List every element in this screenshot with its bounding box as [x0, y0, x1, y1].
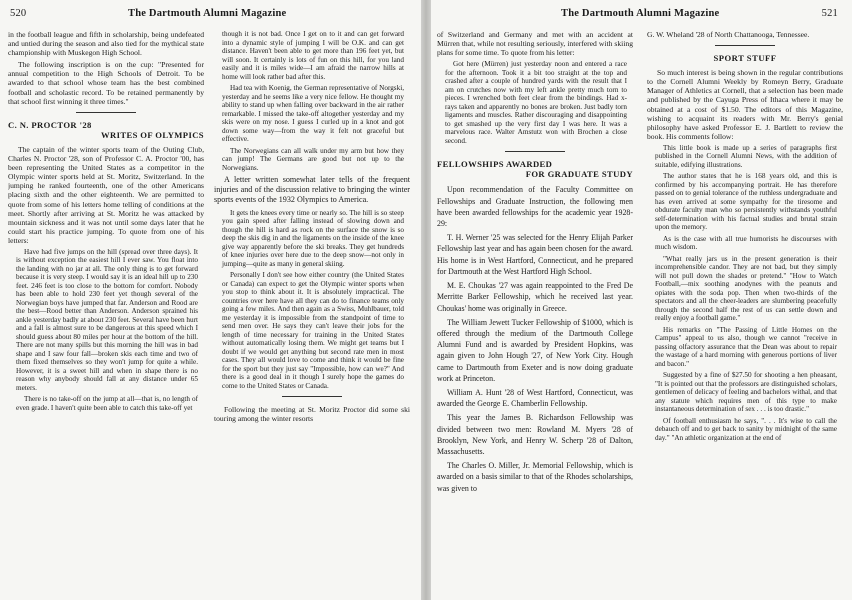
- letter-quote: Got here (Mürren) just yesterday noon and entered a race for the afternoon. Took it a bit too straight at the top and crashed after a couple of hundred yards with the result that I am on crutches now with my left ankle pretty much torn to pieces. I wrenched both feet clear from the bindings. Had x-rays taken and apparently no bones are broken. Just badly torn ligaments and muscles. Rather discouraging and disappointing to get smashed up the very first day I was here. It was a marvelous race. Walter Amstutz won with Brochen a close second.: [445, 60, 627, 145]
- section-divider: [76, 112, 136, 113]
- review-quote: His remarks on "The Passing of Little Homes on the Campus" appeal to us also, though we cannot "receive in passing olfactory assurance that the Dean was about to repair the wastage of a hard morning with generous portions of liver and bacon.": [655, 325, 837, 368]
- paragraph: T. H. Werner '25 was selected for the Henry Elijah Parker Fellowship last year and has again been chosen for the award. His home is in West Hartford, Connecticut, and he prepared for Dartmouth at the West Hartford High School.: [437, 233, 633, 276]
- paragraph: of Switzerland and Germany and met with an accident at Mürren that, while not resulting seriously, interfered with skiing plans for some time. To quote from his letter:: [437, 30, 633, 58]
- right-column-2: [647, 30, 843, 600]
- review-quote: Suggested by a fine of $27.50 for shooting a hen pheasant, "It is pointed out that the professors are distinguished scholars, gentlemen of delicacy of feeling and bachelors withal, and that any statute which requires men of this type to make instantaneous determination of sex . . . is too drastic.": [655, 371, 837, 414]
- letter-quote: Had tea with Koenig, the German representative of Norgski, yesterday and he seems like a very nice fellow. He thought my ability to stand up when falling over backward in the air rather remarkable. I missed the take-off altogether yesterday and my skis were on my nose. I guess I curled up in a knot and got down some way—from the way it felt not graceful but effective.: [222, 84, 404, 143]
- letter-quote: There is no take-off on the jump at all—that is, no length of even grade. I haven't quite been able to catch this take-off yet: [16, 395, 198, 412]
- paragraph: A letter written somewhat later tells of the frequent injuries and of the discussion relative to bringing the winter sports events of the 1932 Olympics to America.: [214, 175, 410, 205]
- section-divider: [282, 396, 342, 397]
- review-quote: As is the case with all true humorists he discourses with much wisdom.: [655, 234, 837, 252]
- paragraph: So much interest is being shown in the regular contributions to the Cornell Alumni Weekly by Romeyn Berry, Graduate Manager of Athletics at Cornell, that a selection has been made and published by the Cayuga Press of Ithaca where it may be obtained at a cost of $1.50. The editors of this Magazine, wishing to acquaint its readers with Mr. Berry's genial philosophy have asked Professor E. J. Bartlett to review the book. His comments follow:: [647, 68, 843, 141]
- review-quote: This little book is made up a series of paragraphs first published in the Cornell Alumni News, with the addition of suitable, edifying illustrations.: [655, 143, 837, 169]
- section-heading: C. N. PROCTOR '28: [8, 119, 92, 130]
- right-page: [431, 0, 852, 600]
- letter-quote: The Norwegians can all walk under my arm but how they can jump! The Germans are good but not up to the Norwegians.: [222, 146, 404, 172]
- letter-quote: though it is not bad. Once I get on to it and can get forward into a dynamic style of jumping I will be O.K. and can get distance. Haven't been able to get more than 196 feet yet, but will soon. It certainly is lots of fun on this hill, for you land easily and it is miles wide—I am afraid the narrow hills at home will look rather bad after this.: [222, 30, 404, 81]
- running-title: The Dartmouth Alumni Magazine: [128, 8, 287, 19]
- paragraph: M. E. Choukas '27 was again reappointed to the Fred De Merritte Barker Fellowship, which he received last year. Choukas' home was originally in Greece.: [437, 281, 633, 313]
- review-quote: Of football enthusiasm he says, ". . . It's wise to call the debauch off and to get back to sanity by midnight of the same day." "An athletic organization at the end of: [655, 416, 837, 442]
- letter-quote: It gets the knees every time or nearly so. The hill is so steep you gain speed after falling instead of slowing down and though the hill is hard as rock on the surface the snow is so deep the skis dig in and the ligaments on the inside of the knee give way apparently before the ski breaks. They get hundreds of knee injuries over here due to the deep snow—not only in jumping—quite as many in general skiing.: [222, 208, 404, 268]
- page-number: 520: [10, 8, 27, 19]
- left-column-1: [8, 30, 204, 600]
- binding-gutter: [421, 0, 431, 600]
- running-head: [0, 8, 421, 24]
- left-page: [0, 0, 421, 600]
- letter-quote: Personally I don't see how either country (the United States or Canada) can expect to get the Olympic winter sports when you stop to think about it. It is absolutely impractical. The countries over here have all they can do to finance teams only going a few miles. And then again as a Swiss, Muhlbauer, told me yesterday it is impossible from the standpoint of time to send men over. He says they can't leave their jobs for the length of time necessary for training in the United States without automatically losing them. We might get teams but I doubt if we would get anything but second rate men in most cases. They all would love to come and think it would be fine for the sport but they just say "Impossible, how can we?" And there is a good deal in it though I surely hope the games do come to the United States or Canada.: [222, 271, 404, 390]
- paragraph: William A. Hunt '28 of West Hartford, Connecticut, was awarded the George E. Chamberlin Fellowship.: [437, 387, 633, 409]
- section-heading: FELLOWSHIPS AWARDED: [437, 159, 553, 170]
- paragraph: Following the meeting at St. Moritz Proctor did some ski touring among the winter resorts: [214, 405, 410, 424]
- section-divider: [505, 151, 565, 152]
- section-subheading: WRITES OF OLYMPICS: [100, 129, 204, 140]
- paragraph: in the football league and fifth in scholarship, being undefeated and untied during the season and also tied for the mythical state championship with Muskegon High School.: [8, 30, 204, 58]
- page-number: 521: [821, 8, 838, 19]
- paragraph: The William Jewett Tucker Fellowship of $1000, which is offered through the medium of the Dartmouth College Alumni Fund and is awarded by President Hopkins, was again given to John Hough '27, of New York City. Hough came to Dartmouth from Exeter and is now doing graduate work at Princeton.: [437, 317, 633, 383]
- left-column-2: [214, 30, 410, 600]
- paragraph: The following inscription is on the cup: "Presented for annual competition to the High Schools of Detroit. To be awarded to that school whose team has the best combined football and scholastic record. To be retained permanently by that school first winning it three times.": [8, 60, 204, 106]
- paragraph: G. W. Wheland '28 of North Chattanooga, Tennessee.: [647, 30, 810, 39]
- review-quote: The author states that he is 168 years old, and this is confirmed by his accompanying portrait. He has therefore passed on to genial tolerance of the ruthless undergraduate and has even arrived at some sympathy for the tiresome and obdurate faculty man who so persistently withstands youthful self-determination with his factual studies and brutal strain upon the memory.: [655, 172, 837, 232]
- paragraph: The captain of the winter sports team of the Outing Club, Charles N. Proctor '28, son of Professor C. A. Proctor '00, has been representing the United States as a competitor in the Olympic winter sports held at St. Moritz, Switzerland. In the jumping he ranked fourteenth, one of the other Americans placing sixth and the other eighteenth. We are permitted to quote from some of his letters home telling of conditions at the meet. Shortly after arriving at St. Moritz he was attacked by mountain sickness and it was not until some days later that he could start his practice jumping. To quote from one of his letters:: [8, 144, 204, 245]
- section-heading: SPORT STUFF: [713, 53, 777, 64]
- paragraph: Upon recommendation of the Faculty Committee on Fellowships and Graduate Instruction, the following men have been awarded fellowships for the academic year 1928-29:: [437, 185, 633, 229]
- review-quote: "What really jars us in the present generation is their incomprehensible candor. They are not bad, but they simply will not pull down the shades or pretend." "How to Watch Football,—mix soothing anodynes with the peanuts and opiates with the soda pop. Then when two-thirds of the spectators and all the cheer-leaders are slumbering peacefully through the second half the rest of us can settle down and really enjoy a football game.": [655, 254, 837, 323]
- running-title: The Dartmouth Alumni Magazine: [561, 8, 720, 19]
- running-head: [431, 8, 852, 24]
- section-subheading: FOR GRADUATE STUDY: [525, 169, 633, 180]
- paragraph: The Charles O. Miller, Jr. Memorial Fellowship, which is awarded on a basis similar to that of the Rhodes scholarships, was given to: [437, 461, 633, 493]
- right-column-1: [437, 30, 633, 600]
- paragraph: This year the James B. Richardson Fellowship was divided between two men: Rowland M. Myers '28 of Brooklyn, New York, and Henry W. Scherp '28 of Dalton, Massachusetts.: [437, 413, 633, 456]
- section-divider: [715, 45, 775, 46]
- letter-quote: Have had five jumps on the hill (spread over three days). It is without exception the easiest hill I ever saw. You float into the landing with no jar at all. The only thing is to get forward because it is very steep. I would say it is an ideal hill up to 230 feet. 246 feet is too close to the bottom for comfort. Nobody has been able to hold 230 feet yet though several of the Norwegian boys have jumped that far. Anderson and Rood are the best—Rood better than Anderson. Anderson sprained his ankle yesterday badly at about 230 feet. Several have been hurt and a fall is almost sure to be dangerous at this speed which I should guess about 80 miles per hour at the bottom of the hill. There are not many spills but this morning the hill was in bad shape and I saw four fall—broken skis each time and two of them fixed themselves so they won't jump for quite a while. However, it is a sweet hill and when in shape there is no reason why anybody should fall at any distance under 65 meters.: [16, 247, 198, 392]
